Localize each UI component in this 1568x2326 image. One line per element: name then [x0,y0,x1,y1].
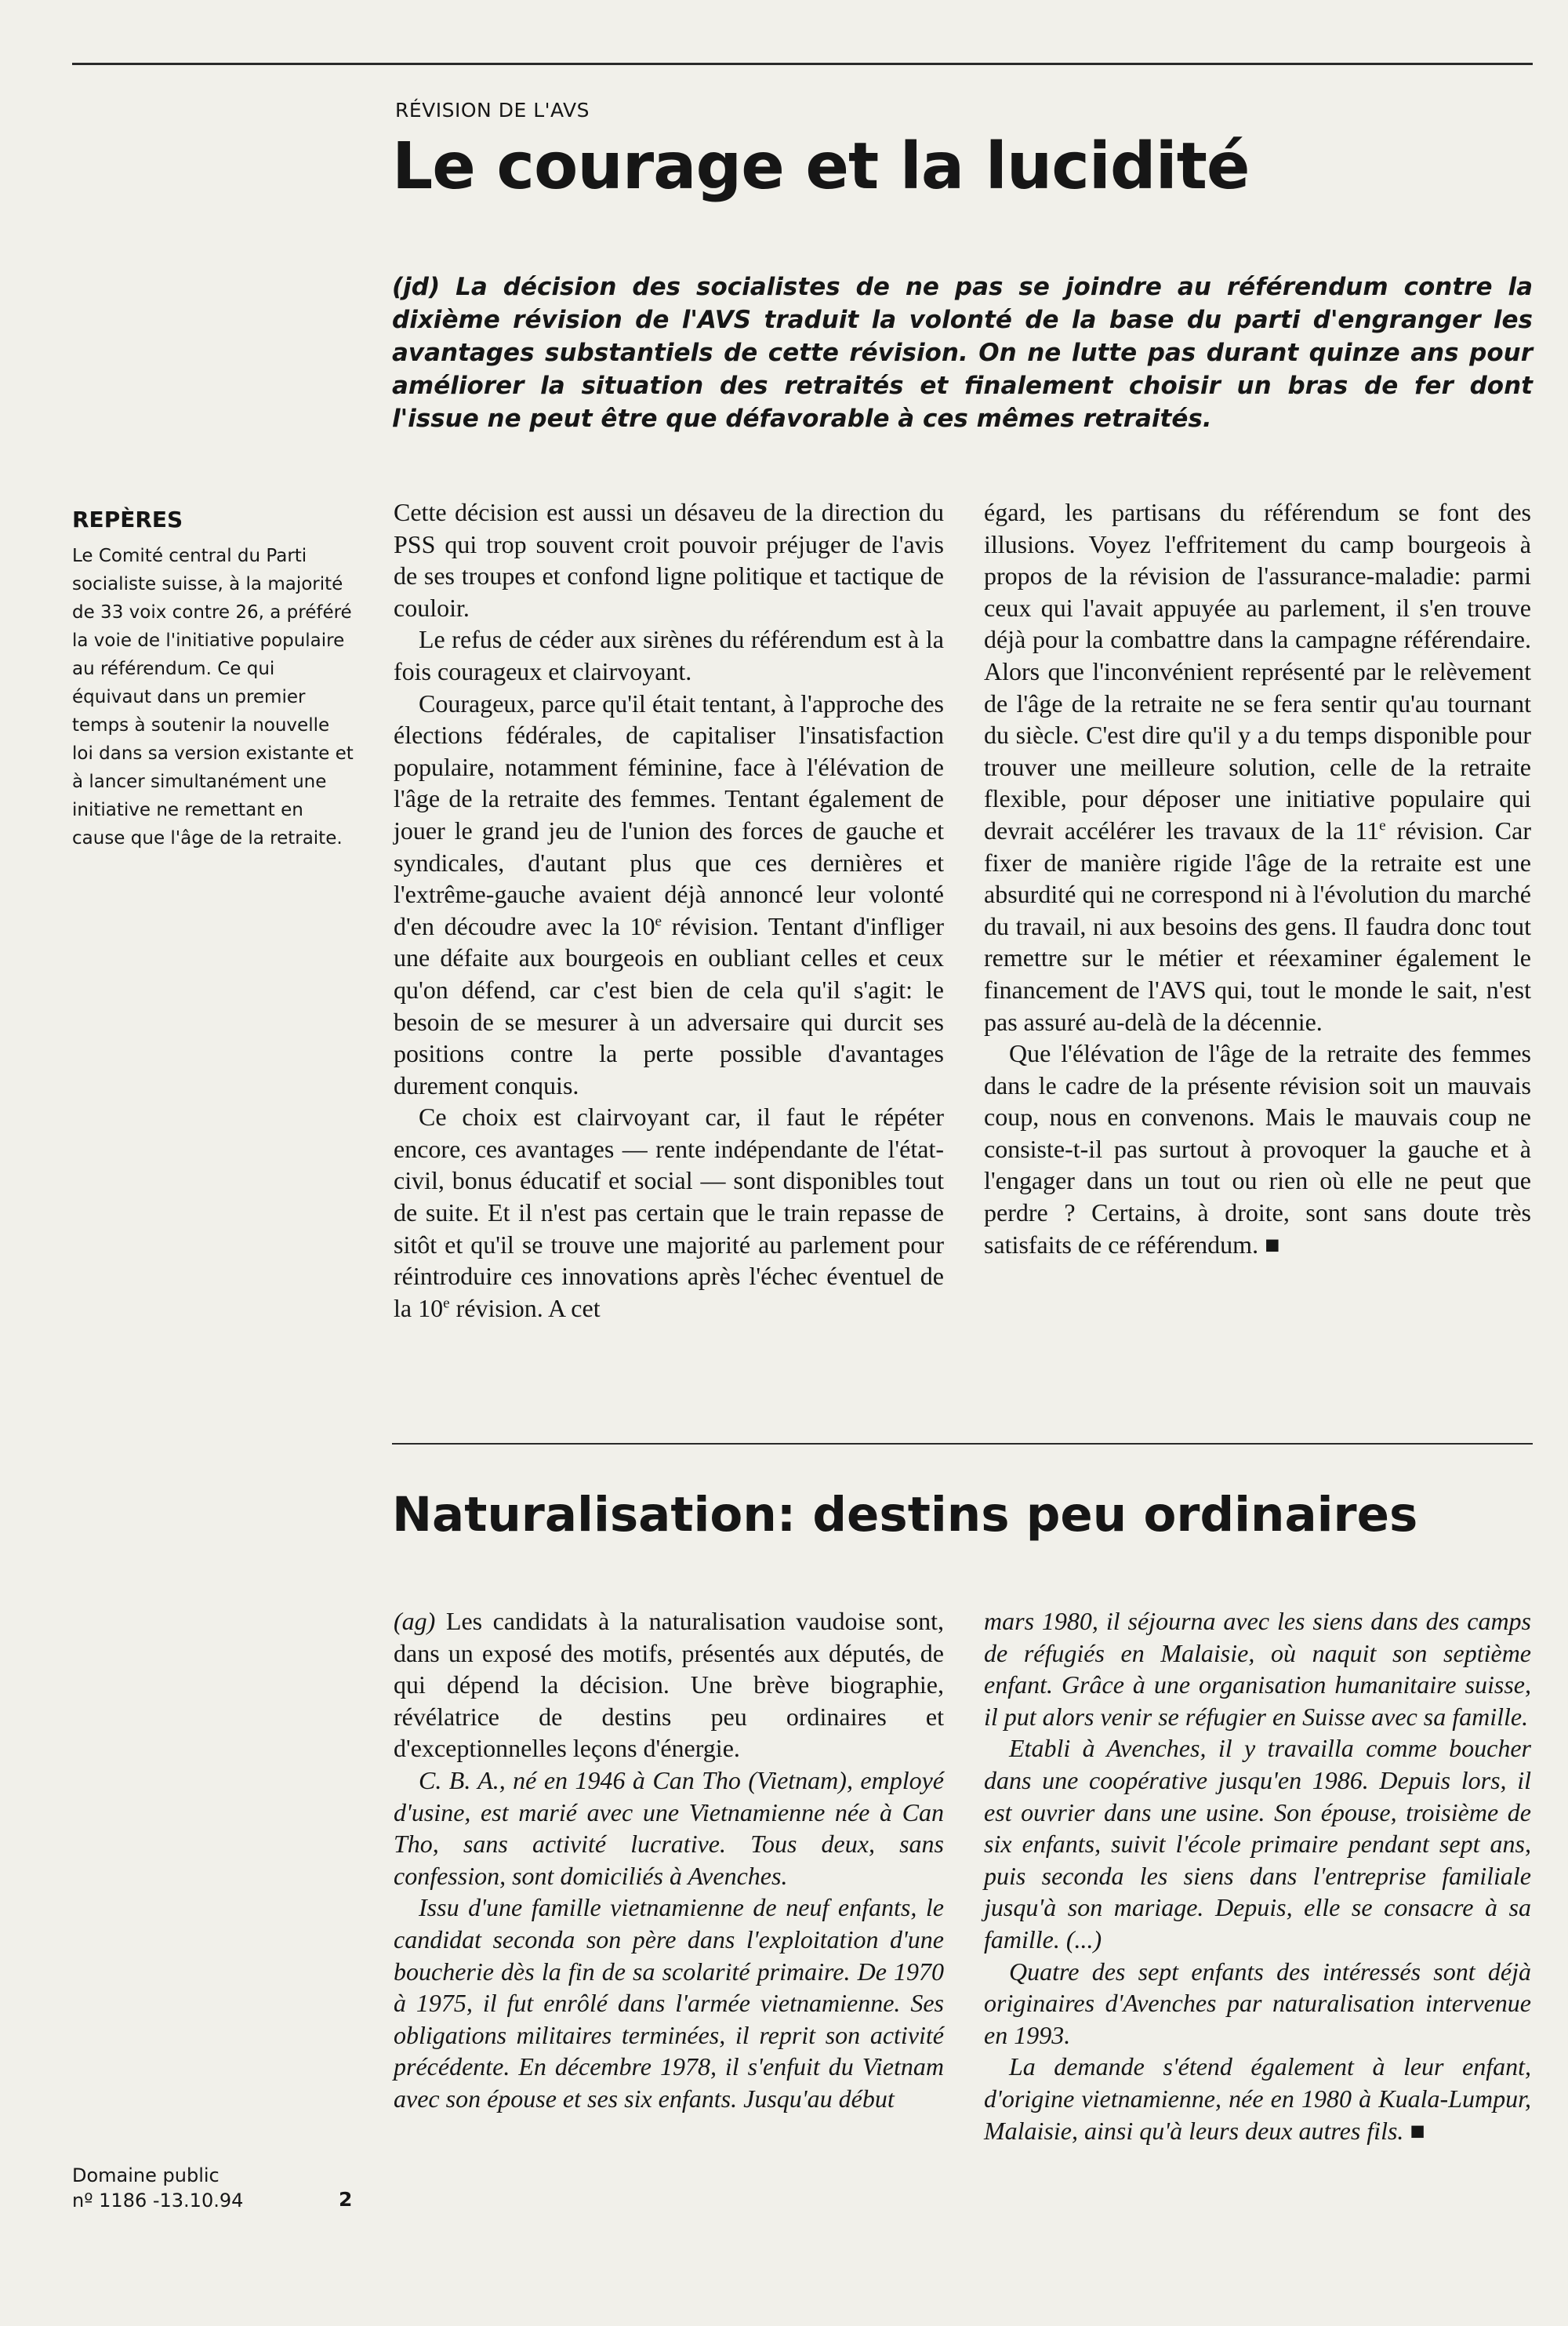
paragraph: Etabli à Avenches, il y travailla comme boucher dans une coopérative jusqu'en 1986. Depuis lors, il est ouvrier dans une usine. Son épouse, troisième de six enfants, suivit l'école primaire pendant sept ans, puis seconda les siens dans l'entreprise familiale jusqu'à son mariage. Depuis, elle se consacre à sa famille. (...) [984,1734,1531,1953]
paragraph: Que l'élévation de l'âge de la retraite des femmes dans le cadre de la présente révision soit un mauvais coup, nous en convenons. Mais le mauvais coup ne consiste-t-il pas surtout à provoquer la gauche et à l'engager dans un tout ou rien où elle ne peut que perdre ? Certains, à droite, sont sans doute très satisfaits de ce référendum. ■ [984,1039,1531,1259]
paragraph: Quatre des sept enfants des intéressés sont déjà originaires d'Avenches par naturalisation intervenue en 1993. [984,1957,1531,2049]
kicker: RÉVISION DE L'AVS [395,99,590,122]
article2-column-1 [394,1605,944,2115]
paragraph: C. B. A., né en 1946 à Can Tho (Vietnam), employé d'usine, est marié avec une Vietnamienne née à Can Tho, sans activité lucrative. Tous deux, sans confession, sont domiciliés à Avenches. [394,1765,944,1890]
section-divider [392,1443,1533,1445]
paragraph: Cette décision est aussi un désaveu de la direction du PSS qui trop souvent croit pouvoir préjuger de l'avis de ses troupes et confond ligne politique et tactique de couloir. [394,498,944,622]
issue-number: nº 1186 -13.10.94 [72,2190,244,2212]
footer [72,2163,243,2213]
article-lead: (jd) La décision des socialistes de ne pas se joindre au référendum contre la dixième révision de l'AVS traduit la volonté de la base du parti d'engranger les avantages substantiels de cette révision. On ne lutte pas durant quinze ans pour améliorer la situation des retraités et finalement choisir un bras de fer dont l'issue ne peut être que défavorable à ces mêmes retraités. [392,273,1533,433]
article1-column-1 [394,496,944,1324]
paragraph: mars 1980, il séjourna avec les siens dans des camps de réfugiés en Malaisie, où naquit son septième enfant. Grâce à une organisation humanitaire suisse, il put alors venir se réfugier en Suisse avec sa famille. [984,1607,1531,1731]
top-rule [72,63,1533,65]
article-title: Le courage et la lucidité [392,129,1250,204]
sidebar-heading: REPÈRES [72,507,183,532]
article1-column-2 [984,496,1531,1260]
paragraph: Courageux, parce qu'il était tentant, à l'approche des élections fédérales, de capitaliser l'insatisfaction populaire, notamment féminine, face à l'élévation de l'âge de la retraite des femmes. Tentant également de jouer le grand jeu de l'union des forces de gauche et syndicales, d'autant plus que ces dernières et l'extrême-gauche avaient déjà annoncé leur volonté d'en découdre avec la 10e révision. Tentant d'infliger une défaite aux bourgeois en oubliant celles et ceux qu'on défend, car c'est bien de cela qu'il s'agit: le besoin de se mesurer à un adversaire qui durcit ses positions contre la perte possible d'avantages durement conquis. [394,689,945,1099]
paragraph: Ce choix est clairvoyant car, il faut le répéter encore, ces avantages — rente indépendante de l'état-civil, bonus éducatif et social — sont disponibles tout de suite. Et il n'est pas certain que le train repasse de sitôt et qu'il se trouve une majorité au parlement pour réintroduire ces innovations après l'échec éventuel de la 10e révision. A cet [394,1103,944,1322]
paragraph: Issu d'une famille vietnamienne de neuf enfants, le candidat seconda son père dans l'exploitation d'une boucherie dès la fin de sa scolarité primaire. De 1970 à 1975, il fut enrôlé dans l'armée vietnamienne. Ses obligations militaires terminées, il reprit son activité précédente. En décembre 1978, il s'enfuit du Vietnam avec son épouse et ses six enfants. Jusqu'au début [394,1893,944,2113]
page-number: 2 [339,2188,353,2211]
paragraph: Le refus de céder aux sirènes du référendum est à la fois courageux et clairvoyant. [394,625,944,685]
paragraph: (ag) Les candidats à la naturalisation vaudoise sont, dans un exposé des motifs, présentés aux députés, de qui dépend la décision. Une brève biographie, révélatrice de destins peu ordinaires et d'exceptionnelles leçons d'énergie. [394,1607,944,1763]
paragraph: La demande s'étend également à leur enfant, d'origine vietnamienne, née en 1980 à Kuala-Lumpur, Malaisie, ainsi qu'à leurs deux autres fils. ■ [984,2052,1531,2145]
article2-title: Naturalisation: destins peu ordinaires [392,1487,1418,1543]
paragraph: égard, les partisans du référendum se font des illusions. Voyez l'effritement du camp bourgeois à propos de la révision de l'assurance-maladie: parmi ceux qui l'avait appuyée au parlement, il s'en trouve déjà pour la combattre dans la campagne référendaire. Alors que l'inconvénient représenté par le relèvement de l'âge de la retraite ne se fera sentir qu'au tournant du siècle. C'est dire qu'il y a du temps disponible pour trouver une meilleure solution, celle de la retraite flexible, pour déposer une initiative populaire qui devrait accélérer les travaux de la 11e révision. Car fixer de manière rigide l'âge de la retraite est une absurdité qui ne correspond ni à l'évolution du marché du travail, ni aux besoins des gens. Il faudra donc tout remettre sur le métier et réexaminer également le financement de l'AVS qui, tout le monde le sait, n'est pas assuré au-delà de la décennie. [984,498,1532,1036]
sidebar-text: Le Comité central du Parti socialiste suisse, à la majorité de 33 voix contre 26, a préféré la voie de l'initiative populaire au référendum. Ce qui équivaut dans un premier temps à soutenir la nouvelle loi dans sa version existante et à lancer simultanément une initiative ne remettant en cause que l'âge de la retraite. [72,546,354,849]
article2-column-2 [984,1605,1531,2146]
publication-name: Domaine public [72,2164,220,2186]
sidebar-reperes [72,507,356,852]
